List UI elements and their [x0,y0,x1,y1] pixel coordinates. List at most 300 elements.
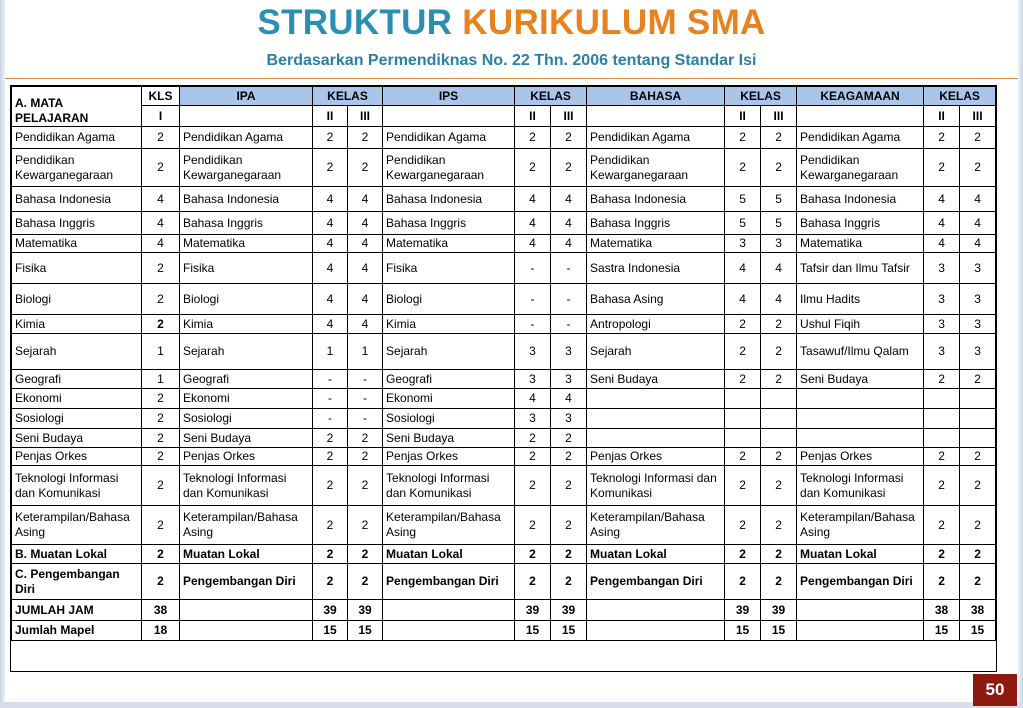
ipa-grade-iii-cell: 4 [348,235,383,253]
mapel-cell: Bahasa Indonesia [12,187,142,212]
keagamaan-grade-ii-cell: 38 [924,600,960,621]
ips-subject-cell: Keterampilan/Bahasa Asing [383,506,515,545]
mapel-header: A. MATA PELAJARAN [12,87,142,127]
bahasa-grade-ii-cell: 2 [725,506,761,545]
bahasa-subject-cell: Bahasa Indonesia [587,187,725,212]
kls-cell: 2 [142,127,180,149]
bahasa-subject-cell: Bahasa Asing [587,284,725,315]
ips-grade-iii-cell: 3 [551,409,587,429]
keagamaan-grade-ii-cell: 2 [924,466,960,506]
header-rule [5,78,1018,79]
ips-grade-ii-cell: 3 [515,334,551,370]
ipa-grade-ii-cell: - [313,389,348,409]
kls-cell: 2 [142,284,180,315]
ipa-grade-iii-cell: 2 [348,127,383,149]
ipa-subject-cell: Sejarah [180,334,313,370]
ips-grade-ii-cell: - [515,253,551,284]
program-header-ips: IPS [383,87,515,106]
bahasa-subject-cell: Sejarah [587,334,725,370]
kls-cell: 2 [142,564,180,600]
ipa-subject-cell: Muatan Lokal [180,545,313,564]
keagamaan-grade-iii-cell: 2 [960,545,996,564]
slide-title [0,2,1023,44]
ipa-grade-iii-cell: 2 [348,564,383,600]
frame-bottom [0,702,1023,708]
ipa-grade-ii-cell: 1 [313,334,348,370]
keagamaan-grade-ii-cell [924,409,960,429]
kls-cell: 2 [142,545,180,564]
ipa-subject-cell: Matematika [180,235,313,253]
table-row [12,564,996,600]
mapel-cell: Kimia [12,315,142,334]
ipa-grade-iii-cell: 15 [348,621,383,641]
kls-cell: 2 [142,448,180,466]
keagamaan-grade-iii-cell: 4 [960,235,996,253]
kls-cell: 1 [142,334,180,370]
mapel-cell: JUMLAH JAM [12,600,142,621]
kls-cell: 2 [142,253,180,284]
ipa-grade-ii-cell: - [313,409,348,429]
title-part1: STRUKTUR [257,3,453,42]
keagamaan-grade-ii-cell: 4 [924,212,960,235]
mapel-cell: Seni Budaya [12,429,142,448]
ipa-subject-cell: Geografi [180,370,313,389]
ipa-subject-cell: Bahasa Inggris [180,212,313,235]
ipa-grade-ii-cell: 15 [313,621,348,641]
ipa-grade-ii: II [313,106,348,127]
table-row [12,466,996,506]
ips-grade-iii-cell: 4 [551,389,587,409]
ips-grade-iii-cell: 4 [551,212,587,235]
table-row [12,600,996,621]
bahasa-grade-ii-cell: 2 [725,315,761,334]
bahasa-subject-cell: Sastra Indonesia [587,253,725,284]
table-row [12,149,996,187]
mapel-cell: Matematika [12,235,142,253]
ipa-subject-cell: Pendidikan Agama [180,127,313,149]
mapel-cell: C. Pengembangan Diri [12,564,142,600]
bahasa-grade-ii-cell: 39 [725,600,761,621]
ipa-grade-ii-cell: 2 [313,448,348,466]
ips-grade-ii-cell: 4 [515,389,551,409]
ipa-grade-ii-cell: 2 [313,564,348,600]
table-row [12,506,996,545]
bahasa-grade-ii-cell: 3 [725,235,761,253]
table-row [12,429,996,448]
ips-grade-iii-cell: 2 [551,127,587,149]
ipa-grade-ii-cell: - [313,370,348,389]
kls-cell: 2 [142,149,180,187]
ips-grade-ii-cell: 2 [515,448,551,466]
mapel-cell: Pendidikan Kewarganegaraan [12,149,142,187]
ips-subject-cell: Matematika [383,235,515,253]
ips-grade-iii-cell: 2 [551,506,587,545]
ipa-grade-iii-cell: - [348,389,383,409]
ips-grade-ii-cell: 3 [515,409,551,429]
ips-grade-iii-cell: 2 [551,564,587,600]
ipa-grade-ii-cell: 2 [313,545,348,564]
ipa-subject-cell: Pendidikan Kewarganegaraan [180,149,313,187]
bahasa-subject-cell: Pendidikan Agama [587,127,725,149]
keagamaan-subject-cell [797,429,924,448]
keagamaan-grade-iii-cell: 2 [960,448,996,466]
ips-subject-cell: Bahasa Inggris [383,212,515,235]
table-row [12,284,996,315]
ipa-grade-ii-cell: 2 [313,429,348,448]
slide-number: 50 [973,674,1017,706]
ipa-grade-ii-cell: 4 [313,235,348,253]
bahasa-grade-iii-cell [761,429,797,448]
keagamaan-grade-iii-cell: 3 [960,284,996,315]
title-part2: KURIKULUM SMA [462,3,766,42]
ips-grade-ii-cell: 15 [515,621,551,641]
bahasa-grade-iii-cell: 2 [761,448,797,466]
keagamaan-grade-iii-cell: 4 [960,212,996,235]
ipa-grade-ii-cell: 2 [313,149,348,187]
ips-grade-iii-cell: 39 [551,600,587,621]
keagamaan-grade-iii-cell: 15 [960,621,996,641]
mapel-cell: Keterampilan/Bahasa Asing [12,506,142,545]
ipa-subject-cell: Keterampilan/Bahasa Asing [180,506,313,545]
keagamaan-subject-cell [797,409,924,429]
ips-subject-cell: Sosiologi [383,409,515,429]
bahasa-subject-cell: Matematika [587,235,725,253]
keagamaan-grade-ii-cell: 2 [924,127,960,149]
keagamaan-grade-iii-cell: 4 [960,187,996,212]
ips-grade-ii-cell: 2 [515,127,551,149]
table-row [12,235,996,253]
keagamaan-subject-cell: Muatan Lokal [797,545,924,564]
bahasa-grade-ii-cell: 2 [725,370,761,389]
ips-grade-iii: III [551,106,587,127]
keagamaan-subject-cell: Matematika [797,235,924,253]
frame-right [1018,0,1023,708]
ips-subject-cell: Biologi [383,284,515,315]
ipa-grade-iii-cell: 1 [348,334,383,370]
bahasa-grade-iii-cell [761,409,797,429]
keagamaan-subject-cell: Ushul Fiqih [797,315,924,334]
mapel-cell: Fisika [12,253,142,284]
ipa-subject-cell: Teknologi Informasi dan Komunikasi [180,466,313,506]
kelas-header-bahasa: KELAS [725,87,797,106]
bahasa-grade-ii-cell: 2 [725,448,761,466]
bahasa-grade-iii-cell: 2 [761,127,797,149]
bahasa-subject-cell: Penjas Orkes [587,448,725,466]
ipa-subheader-blank [180,106,313,127]
ips-grade-ii-cell: 39 [515,600,551,621]
ipa-grade-ii-cell: 4 [313,187,348,212]
table-row [12,334,996,370]
ipa-grade-iii-cell: 2 [348,149,383,187]
ips-grade-ii-cell: - [515,284,551,315]
bahasa-subject-cell: Keterampilan/Bahasa Asing [587,506,725,545]
bahasa-grade-iii: III [761,106,797,127]
ips-grade-iii-cell: 2 [551,466,587,506]
ipa-grade-ii-cell: 2 [313,506,348,545]
ipa-grade-iii-cell: 2 [348,466,383,506]
bahasa-grade-ii-cell [725,429,761,448]
keagamaan-grade-ii-cell: 2 [924,149,960,187]
keagamaan-subject-cell: Bahasa Indonesia [797,187,924,212]
bahasa-grade-ii-cell: 2 [725,564,761,600]
bahasa-subject-cell [587,429,725,448]
mapel-cell: Pendidikan Agama [12,127,142,149]
ipa-grade-iii-cell: 4 [348,187,383,212]
bahasa-grade-ii: II [725,106,761,127]
kls-cell: 18 [142,621,180,641]
ips-grade-iii-cell: 2 [551,429,587,448]
table-row [12,545,996,564]
table-row [12,212,996,235]
kls-cell: 2 [142,429,180,448]
bahasa-grade-iii-cell: 4 [761,284,797,315]
ips-grade-ii-cell: 2 [515,149,551,187]
kls-header: KLS [142,87,180,106]
bahasa-subject-cell: Muatan Lokal [587,545,725,564]
ips-grade-ii-cell: 4 [515,212,551,235]
bahasa-grade-ii-cell: 15 [725,621,761,641]
ipa-grade-iii-cell: 4 [348,253,383,284]
keagamaan-subject-cell: Ilmu Hadits [797,284,924,315]
kelas-header-keagamaan: KELAS [924,87,996,106]
kls-cell: 2 [142,409,180,429]
bahasa-grade-iii-cell [761,389,797,409]
mapel-cell: Bahasa Inggris [12,212,142,235]
ips-grade-ii-cell: 2 [515,545,551,564]
kls-cell: 1 [142,370,180,389]
ipa-subject-cell: Penjas Orkes [180,448,313,466]
program-header-ipa: IPA [180,87,313,106]
ips-subject-cell [383,621,515,641]
keagamaan-subject-cell: Tasawuf/Ilmu Qalam [797,334,924,370]
keagamaan-grade-ii-cell [924,389,960,409]
keagamaan-grade-ii: II [924,106,960,127]
ips-grade-iii-cell: - [551,253,587,284]
ipa-subject-cell: Biologi [180,284,313,315]
kls-cell: 38 [142,600,180,621]
keagamaan-subject-cell: Bahasa Inggris [797,212,924,235]
bahasa-grade-iii-cell: 5 [761,187,797,212]
bahasa-grade-ii-cell: 2 [725,545,761,564]
bahasa-grade-ii-cell: 5 [725,212,761,235]
ips-subject-cell: Seni Budaya [383,429,515,448]
ipa-subject-cell [180,600,313,621]
table-row [12,389,996,409]
bahasa-subject-cell: Bahasa Inggris [587,212,725,235]
kls-cell: 4 [142,187,180,212]
slide-header [0,0,1023,80]
kls-cell: 2 [142,466,180,506]
table-row [12,187,996,212]
ips-grade-ii-cell: 4 [515,235,551,253]
keagamaan-grade-ii-cell: 4 [924,187,960,212]
ipa-grade-ii-cell: 4 [313,253,348,284]
ipa-grade-ii-cell: 4 [313,315,348,334]
keagamaan-grade-iii-cell [960,389,996,409]
bahasa-grade-iii-cell: 39 [761,600,797,621]
bahasa-subject-cell: Pengembangan Diri [587,564,725,600]
keagamaan-grade-iii-cell: 2 [960,127,996,149]
ipa-grade-iii-cell: 4 [348,212,383,235]
bahasa-grade-ii-cell: 5 [725,187,761,212]
ipa-subject-cell: Kimia [180,315,313,334]
ips-subject-cell: Geografi [383,370,515,389]
curriculum-table-wrap [10,85,997,672]
ipa-grade-iii-cell: 2 [348,545,383,564]
bahasa-grade-iii-cell: 3 [761,235,797,253]
ipa-grade-iii-cell: 2 [348,506,383,545]
ips-subject-cell: Kimia [383,315,515,334]
ips-subject-cell: Pendidikan Agama [383,127,515,149]
kls-cell: 2 [142,315,180,334]
ips-subject-cell: Penjas Orkes [383,448,515,466]
bahasa-subject-cell: Pendidikan Kewarganegaraan [587,149,725,187]
ipa-subject-cell: Seni Budaya [180,429,313,448]
keagamaan-grade-ii-cell: 3 [924,284,960,315]
keagamaan-subject-cell: Seni Budaya [797,370,924,389]
ips-grade-iii-cell: 4 [551,187,587,212]
ipa-grade-iii: III [348,106,383,127]
ips-grade-ii-cell: - [515,315,551,334]
bahasa-subject-cell [587,389,725,409]
ips-subject-cell: Teknologi Informasi dan Komunikasi [383,466,515,506]
keagamaan-grade-ii-cell: 3 [924,315,960,334]
bahasa-subject-cell [587,409,725,429]
bahasa-grade-ii-cell: 2 [725,334,761,370]
keagamaan-grade-ii-cell: 2 [924,545,960,564]
slide-subtitle: Berdasarkan Permendiknas No. 22 Thn. 2006 tentang Standar Isi [266,52,757,69]
mapel-cell: Geografi [12,370,142,389]
keagamaan-grade-iii-cell [960,429,996,448]
ipa-grade-iii-cell: 2 [348,429,383,448]
bahasa-grade-iii-cell: 5 [761,212,797,235]
ips-subject-cell: Pengembangan Diri [383,564,515,600]
bahasa-subject-cell [587,600,725,621]
bahasa-grade-ii-cell: 2 [725,466,761,506]
ips-grade-iii-cell: 15 [551,621,587,641]
mapel-cell: Jumlah Mapel [12,621,142,641]
ipa-grade-ii-cell: 2 [313,466,348,506]
mapel-cell: Penjas Orkes [12,448,142,466]
ips-grade-ii-cell: 2 [515,466,551,506]
kls-subheader: I [142,106,180,127]
keagamaan-grade-ii-cell: 15 [924,621,960,641]
keagamaan-subject-cell: Penjas Orkes [797,448,924,466]
ipa-grade-iii-cell: 4 [348,284,383,315]
keagamaan-grade-iii-cell: 2 [960,564,996,600]
ipa-subject-cell: Bahasa Indonesia [180,187,313,212]
bahasa-grade-iii-cell: 2 [761,506,797,545]
ips-subject-cell [383,600,515,621]
bahasa-grade-ii-cell [725,389,761,409]
bahasa-grade-ii-cell: 4 [725,284,761,315]
ipa-grade-ii-cell: 4 [313,284,348,315]
ips-grade-iii-cell: - [551,284,587,315]
mapel-cell: Teknologi Informasi dan Komunikasi [12,466,142,506]
keagamaan-grade-iii-cell: 38 [960,600,996,621]
ipa-grade-ii-cell: 2 [313,127,348,149]
program-header-bahasa: BAHASA [587,87,725,106]
keagamaan-subject-cell [797,621,924,641]
ips-grade-ii-cell: 4 [515,187,551,212]
mapel-cell: Sejarah [12,334,142,370]
bahasa-grade-ii-cell: 2 [725,149,761,187]
ips-subject-cell: Muatan Lokal [383,545,515,564]
keagamaan-grade-iii: III [960,106,996,127]
keagamaan-grade-ii-cell: 2 [924,448,960,466]
keagamaan-subheader-blank [797,106,924,127]
mapel-cell: Sosiologi [12,409,142,429]
ips-grade-iii-cell: 3 [551,370,587,389]
kls-cell: 2 [142,506,180,545]
ips-subject-cell: Fisika [383,253,515,284]
ipa-subject-cell: Sosiologi [180,409,313,429]
keagamaan-grade-iii-cell: 3 [960,253,996,284]
bahasa-grade-iii-cell: 2 [761,545,797,564]
ips-subject-cell: Sejarah [383,334,515,370]
table-row [12,621,996,641]
keagamaan-grade-iii-cell: 2 [960,370,996,389]
ipa-subject-cell: Fisika [180,253,313,284]
keagamaan-grade-ii-cell: 3 [924,253,960,284]
keagamaan-grade-iii-cell [960,409,996,429]
mapel-cell: B. Muatan Lokal [12,545,142,564]
bahasa-grade-iii-cell: 15 [761,621,797,641]
kls-cell: 4 [142,212,180,235]
frame-left [0,0,5,708]
table-row [12,448,996,466]
bahasa-grade-iii-cell: 2 [761,149,797,187]
ips-grade-iii-cell: 2 [551,149,587,187]
table-row [12,253,996,284]
ips-grade-ii: II [515,106,551,127]
bahasa-grade-iii-cell: 2 [761,370,797,389]
bahasa-grade-ii-cell: 4 [725,253,761,284]
keagamaan-grade-ii-cell: 2 [924,370,960,389]
keagamaan-subject-cell [797,389,924,409]
kelas-header-ips: KELAS [515,87,587,106]
ipa-grade-iii-cell: 2 [348,448,383,466]
kls-cell: 4 [142,235,180,253]
ipa-grade-ii-cell: 4 [313,212,348,235]
keagamaan-subject-cell: Pengembangan Diri [797,564,924,600]
keagamaan-grade-iii-cell: 2 [960,466,996,506]
ipa-subject-cell: Ekonomi [180,389,313,409]
ipa-subject-cell [180,621,313,641]
ipa-grade-iii-cell: 39 [348,600,383,621]
keagamaan-subject-cell: Pendidikan Agama [797,127,924,149]
ips-subheader-blank [383,106,515,127]
mapel-cell: Ekonomi [12,389,142,409]
keagamaan-grade-ii-cell: 3 [924,334,960,370]
keagamaan-grade-ii-cell: 2 [924,564,960,600]
keagamaan-subject-cell [797,600,924,621]
ips-subject-cell: Ekonomi [383,389,515,409]
keagamaan-grade-ii-cell: 2 [924,506,960,545]
keagamaan-grade-iii-cell: 2 [960,149,996,187]
kelas-header-ipa: KELAS [313,87,383,106]
keagamaan-subject-cell: Tafsir dan Ilmu Tafsir [797,253,924,284]
bahasa-subject-cell: Antropologi [587,315,725,334]
ips-subject-cell: Bahasa Indonesia [383,187,515,212]
ipa-grade-iii-cell: - [348,370,383,389]
keagamaan-grade-ii-cell [924,429,960,448]
keagamaan-subject-cell: Pendidikan Kewarganegaraan [797,149,924,187]
bahasa-subheader-blank [587,106,725,127]
ipa-grade-iii-cell: - [348,409,383,429]
ips-grade-ii-cell: 2 [515,506,551,545]
bahasa-grade-iii-cell: 2 [761,466,797,506]
